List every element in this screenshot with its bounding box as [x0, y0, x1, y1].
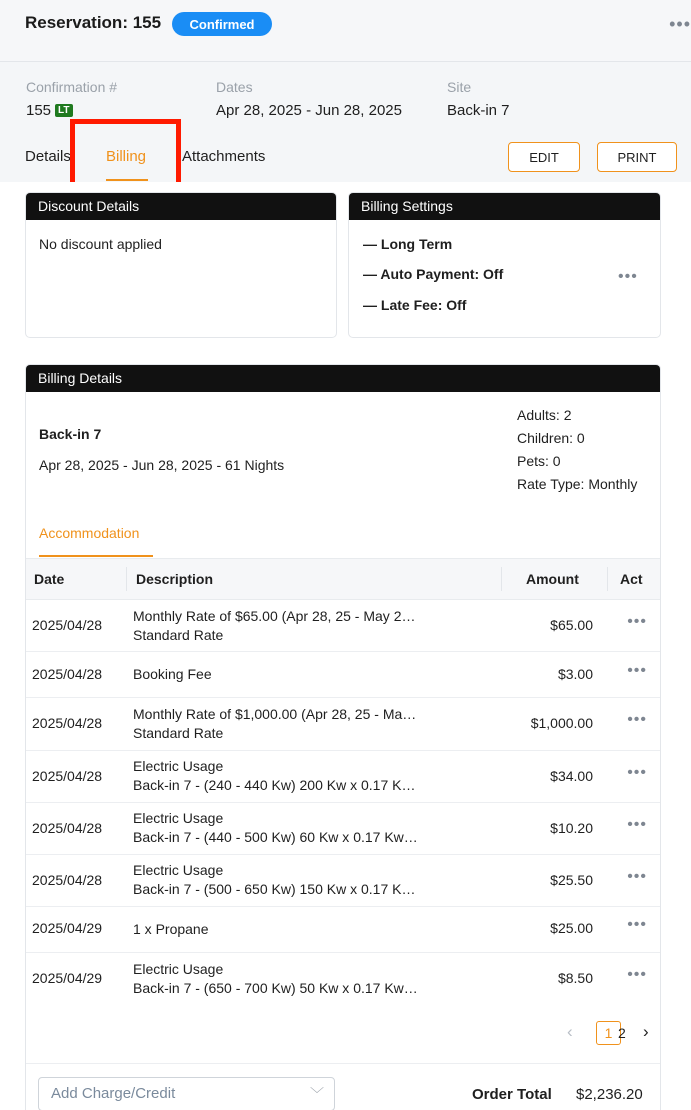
row-description [133, 960, 453, 998]
billing-details-card [25, 364, 661, 1110]
more-options-icon[interactable]: ••• [669, 14, 691, 34]
row-description [133, 665, 453, 684]
page-1-button[interactable]: 1 [596, 1021, 621, 1045]
row-description-line1: Monthly Rate of $65.00 (Apr 28, 25 - May 2… [133, 608, 416, 624]
row-description [133, 705, 453, 743]
dates-value: Apr 28, 2025 - Jun 28, 2025 [216, 102, 402, 119]
table-row [26, 698, 660, 751]
billing-content [0, 182, 691, 1110]
row-date: 2025/04/28 [32, 617, 103, 633]
tab-accommodation[interactable]: Accommodation [39, 525, 140, 541]
row-actions-icon[interactable]: ••• [627, 613, 647, 630]
tab-attachments[interactable]: Attachments [182, 148, 266, 165]
table-row [26, 907, 660, 953]
row-description [133, 607, 453, 645]
row-actions-icon[interactable]: ••• [627, 916, 647, 933]
site-value: Back-in 7 [447, 102, 510, 119]
row-date: 2025/04/28 [32, 872, 103, 888]
site-label: Site [447, 79, 472, 95]
next-page-icon[interactable]: › [643, 1022, 649, 1041]
adults-count: Adults: 2 [517, 407, 572, 423]
row-date: 2025/04/28 [32, 820, 103, 836]
discount-details-title: Discount Details [26, 193, 336, 220]
row-actions-icon[interactable]: ••• [627, 662, 647, 679]
row-description-line1: Electric Usage [133, 758, 224, 774]
row-description-line1: 1 x Propane [133, 921, 209, 937]
pets-count: Pets: 0 [517, 453, 561, 469]
page-title: Reservation: 155 [25, 13, 162, 32]
row-description-line2: Back-in 7 - (240 - 440 Kw) 200 Kw x 0.17 K… [133, 777, 416, 793]
row-date: 2025/04/28 [32, 666, 103, 682]
row-date: 2025/04/28 [32, 715, 103, 731]
col-description: Description [136, 571, 214, 587]
row-description-line1: Monthly Rate of $1,000.00 (Apr 28, 25 - Ma… [133, 706, 417, 722]
row-amount: $3.00 [557, 666, 593, 682]
edit-button[interactable]: EDIT [508, 142, 580, 172]
column-divider [501, 567, 502, 591]
table-row [26, 953, 660, 1005]
row-amount: $1,000.00 [530, 715, 593, 731]
row-amount: $10.20 [550, 820, 593, 836]
order-total-label: Order Total [472, 1086, 552, 1103]
long-term-badge: LT [55, 104, 72, 117]
order-total-value: $2,236.20 [576, 1086, 643, 1103]
row-date: 2025/04/29 [32, 970, 103, 986]
setting-long-term: — Long Term [363, 236, 453, 252]
table-row [26, 600, 660, 652]
setting-auto-payment: — Auto Payment: Off [363, 266, 504, 282]
row-amount: $34.00 [550, 768, 593, 784]
row-description-line2: Back-in 7 - (440 - 500 Kw) 60 Kw x 0.17 Kw… [133, 829, 418, 845]
billing-details-title: Billing Details [26, 365, 660, 392]
children-count: Children: 0 [517, 430, 585, 446]
reservation-info [0, 62, 691, 182]
row-description-line2: Standard Rate [133, 627, 224, 643]
billing-site: Back-in 7 [39, 426, 102, 442]
rate-type: Rate Type: Monthly [517, 476, 638, 492]
table-row [26, 652, 660, 698]
col-actions: Act [620, 571, 643, 587]
confirmation-value [26, 102, 73, 119]
prev-page-icon[interactable]: ‹ [567, 1022, 573, 1041]
setting-late-fee: — Late Fee: Off [363, 297, 467, 313]
col-amount: Amount [526, 571, 579, 587]
row-amount: $25.00 [550, 920, 593, 936]
print-button[interactable]: PRINT [597, 142, 677, 172]
row-actions-icon[interactable]: ••• [627, 816, 647, 833]
row-description [133, 757, 453, 795]
discount-text: No discount applied [39, 236, 162, 252]
row-actions-icon[interactable]: ••• [627, 868, 647, 885]
tab-details[interactable]: Details [25, 148, 71, 165]
discount-details-card [25, 192, 337, 338]
row-description [133, 861, 453, 899]
accommodation-tab-indicator [39, 555, 153, 557]
table-header [26, 558, 660, 600]
top-bar [0, 0, 691, 62]
row-description-line1: Electric Usage [133, 810, 224, 826]
column-divider [607, 567, 608, 591]
row-actions-icon[interactable]: ••• [627, 764, 647, 781]
add-charge-placeholder: Add Charge/Credit [51, 1085, 176, 1102]
col-date: Date [34, 571, 65, 587]
row-amount: $25.50 [550, 872, 593, 888]
row-amount: $65.00 [550, 617, 593, 633]
divider [26, 1063, 661, 1064]
row-amount: $8.50 [557, 970, 593, 986]
row-description [133, 809, 453, 847]
add-charge-select[interactable] [38, 1077, 335, 1110]
row-date: 2025/04/28 [32, 768, 103, 784]
confirmation-number: 155 [26, 102, 52, 119]
row-description-line2: Back-in 7 - (500 - 650 Kw) 150 Kw x 0.17 K… [133, 881, 416, 897]
settings-more-icon[interactable]: ••• [618, 268, 638, 285]
column-divider [126, 567, 127, 591]
status-badge: Confirmed [172, 12, 272, 36]
row-description-line2: Standard Rate [133, 725, 224, 741]
row-actions-icon[interactable]: ••• [627, 966, 647, 983]
table-row [26, 751, 660, 803]
row-description-line1: Booking Fee [133, 666, 212, 682]
row-description-line2: Back-in 7 - (650 - 700 Kw) 50 Kw x 0.17 Kw… [133, 980, 418, 996]
row-description-line1: Electric Usage [133, 961, 224, 977]
billing-settings-card [348, 192, 661, 338]
row-description [133, 920, 453, 939]
billing-dates: Apr 28, 2025 - Jun 28, 2025 - 61 Nights [39, 457, 285, 473]
table-row [26, 803, 660, 855]
confirmation-label: Confirmation # [26, 79, 118, 95]
chevron-down-icon: ﹀ [310, 1086, 324, 1102]
row-actions-icon[interactable]: ••• [627, 711, 647, 728]
dates-label: Dates [216, 79, 253, 95]
row-date: 2025/04/29 [32, 920, 103, 936]
billing-settings-title: Billing Settings [349, 193, 660, 220]
page-2-button[interactable]: 2 [618, 1025, 626, 1041]
table-row [26, 855, 660, 907]
row-description-line1: Electric Usage [133, 862, 224, 878]
tab-billing[interactable]: Billing [106, 148, 147, 165]
